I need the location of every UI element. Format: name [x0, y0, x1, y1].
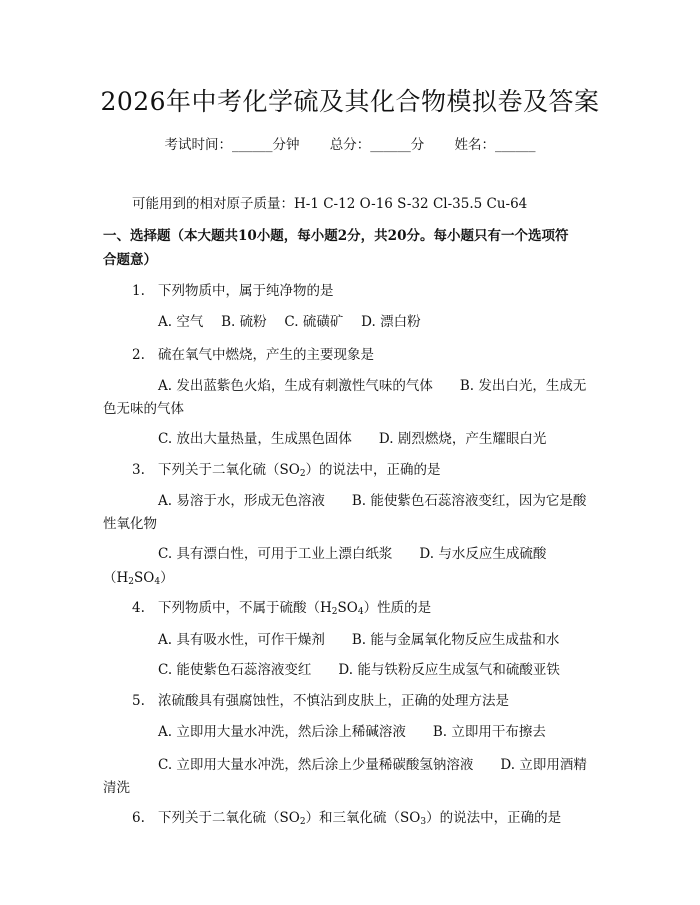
- question-2-stem: [132, 343, 374, 363]
- subscript: 2: [331, 607, 338, 617]
- subscript: 4: [154, 577, 161, 587]
- question-5-options-line-3: 清洗: [103, 780, 130, 796]
- question-6-stem: [132, 806, 561, 827]
- question-4-stem: [132, 596, 431, 617]
- question-number: 1.: [132, 283, 145, 299]
- question-4-options-line-1: A. 具有吸水性，可作干燥剂 B. 能与金属氧化物反应生成盐和水: [158, 632, 560, 648]
- formula-part: ）: [160, 570, 174, 586]
- formula-part: SO: [337, 600, 358, 616]
- question-5-options-line-2: C. 立即用大量水冲洗，然后涂上少量稀碳酸氢钠溶液 D. 立即用酒精: [158, 757, 587, 773]
- question-text: 下列关于二氧化硫（SO: [158, 462, 300, 478]
- question-3-options-line-1: A. 易溶于水，形成无色溶液 B. 能使紫色石蕊溶液变红，因为它是酸: [158, 493, 587, 509]
- question-number: 6.: [132, 810, 145, 826]
- question-2-options-line-1: A. 发出蓝紫色火焰，生成有刺激性气味的气体 B. 发出白光，生成无: [158, 378, 587, 394]
- question-number: 4.: [132, 600, 145, 616]
- question-text: 下列物质中，属于纯净物的是: [158, 283, 334, 299]
- question-text-tail: ）性质的是: [363, 600, 432, 616]
- question-text: 浓硫酸具有强腐蚀性，不慎沾到皮肤上，正确的处理方法是: [158, 693, 509, 709]
- exam-time-field: 考试时间：______分钟: [164, 137, 300, 153]
- page-title: 2026年中考化学硫及其化合物模拟卷及答案: [100, 87, 600, 116]
- total-score-field: 总分：______分: [329, 137, 425, 153]
- subscript: 2: [128, 577, 135, 587]
- exam-info-row: [0, 133, 700, 153]
- question-1-stem: [132, 279, 334, 299]
- question-3-options-line-2: 性氧化物: [103, 516, 157, 532]
- question-5-options-line-1: A. 立即用大量水冲洗，然后涂上稀碱溶液 B. 立即用干布擦去: [158, 724, 546, 740]
- question-4-options-line-2: C. 能使紫色石蕊溶液变红 D. 能与铁粉反应生成氢气和硫酸亚铁: [158, 662, 560, 678]
- question-5-stem: [132, 689, 509, 709]
- question-text: 下列关于二氧化硫（SO: [158, 810, 300, 826]
- formula-part: （H: [103, 570, 129, 586]
- question-text: 下列物质中，不属于硫酸（H: [158, 600, 332, 616]
- question-number: 5.: [132, 693, 145, 709]
- question-2-options-line-2: 色无味的气体: [103, 401, 184, 417]
- question-text-tail: ）的说法中，正确的是: [426, 810, 562, 826]
- formula-part: SO: [134, 570, 155, 586]
- section-heading-line-2: 合题意）: [103, 252, 157, 268]
- subscript: 4: [357, 607, 364, 617]
- student-name-field: 姓名：______: [454, 137, 536, 153]
- question-number: 3.: [132, 462, 145, 478]
- question-text-tail: ）的说法中，正确的是: [305, 462, 441, 478]
- question-text: 硫在氧气中燃烧，产生的主要现象是: [158, 347, 374, 363]
- question-3-stem: [132, 458, 441, 479]
- subscript: 2: [299, 817, 306, 827]
- question-3-options-line-4: [103, 566, 174, 587]
- subscript: 3: [420, 817, 427, 827]
- question-3-options-line-3: C. 具有漂白性，可用于工业上漂白纸浆 D. 与水反应生成硫酸: [158, 546, 547, 562]
- question-1-options: A. 空气 B. 硫粉 C. 硫磺矿 D. 漂白粉: [158, 314, 421, 330]
- question-2-options-line-3: C. 放出大量热量，生成黑色固体 D. 剧烈燃烧，产生耀眼白光: [158, 431, 547, 447]
- section-heading-line-1: 一、选择题（本大题共10小题，每小题2分，共20分。每小题只有一个选项符: [103, 228, 569, 244]
- atomic-mass-note: 可能用到的相对原子质量：H-1 C-12 O-16 S-32 Cl-35.5 Cu-64: [132, 196, 528, 212]
- question-number: 2.: [132, 347, 145, 363]
- formula-part: ）和三氧化硫（SO: [305, 810, 421, 826]
- subscript: 2: [299, 469, 306, 479]
